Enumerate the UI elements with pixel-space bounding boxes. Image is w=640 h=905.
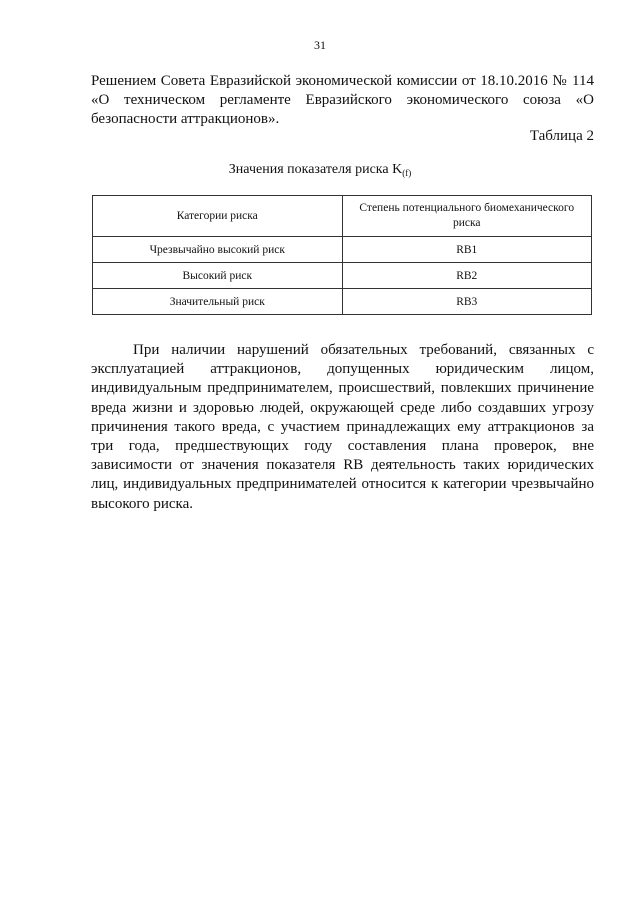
table-title — [0, 162, 640, 178]
table-title-main: Значения показателя риска K — [228, 162, 403, 177]
cell-risk-degree: RB2 — [342, 263, 592, 289]
table-title-subscript: (f) — [402, 168, 412, 178]
cell-risk-degree: RB1 — [342, 237, 592, 263]
table-row — [93, 289, 592, 315]
cell-risk-degree: RB3 — [342, 289, 592, 315]
table-row — [93, 237, 592, 263]
table-row — [93, 263, 592, 289]
header-risk-category: Категории риска — [93, 196, 343, 237]
cell-risk-category: Чрезвычайно высокий риск — [93, 237, 343, 263]
risk-table — [92, 195, 592, 315]
body-paragraph: При наличии нарушений обязательных требований, связанных с эксплуатацией аттракционов, допущенных юридическим лицом, индивидуальным предпринимателем, происшествий, повлекших причинение вреда жизни и здоровью людей, окружающей среде либо создавших угрозу причинения такого вреда, с участием принадлежащих ему аттракционов за три года, предшествующих году составления плана проверок, вне зависимости от значения показателя RB деятельность таких юридических лиц, индивидуальных предпринимателей относится к категории чрезвычайно высокого риска. — [91, 342, 594, 512]
header-biomechanical-risk: Степень потенциального биомеханического риска — [342, 196, 592, 237]
table-header-row — [93, 196, 592, 237]
page-number: 31 — [314, 38, 326, 52]
intro-paragraph: Решением Совета Евразийской экономической комиссии от 18.10.2016 № 114 «О техническом регламенте Евразийского экономического союза «О безопасности аттракционов». — [91, 73, 594, 127]
table-caption: Таблица 2 — [529, 128, 594, 144]
cell-risk-category: Высокий риск — [93, 263, 343, 289]
cell-risk-category: Значительный риск — [93, 289, 343, 315]
